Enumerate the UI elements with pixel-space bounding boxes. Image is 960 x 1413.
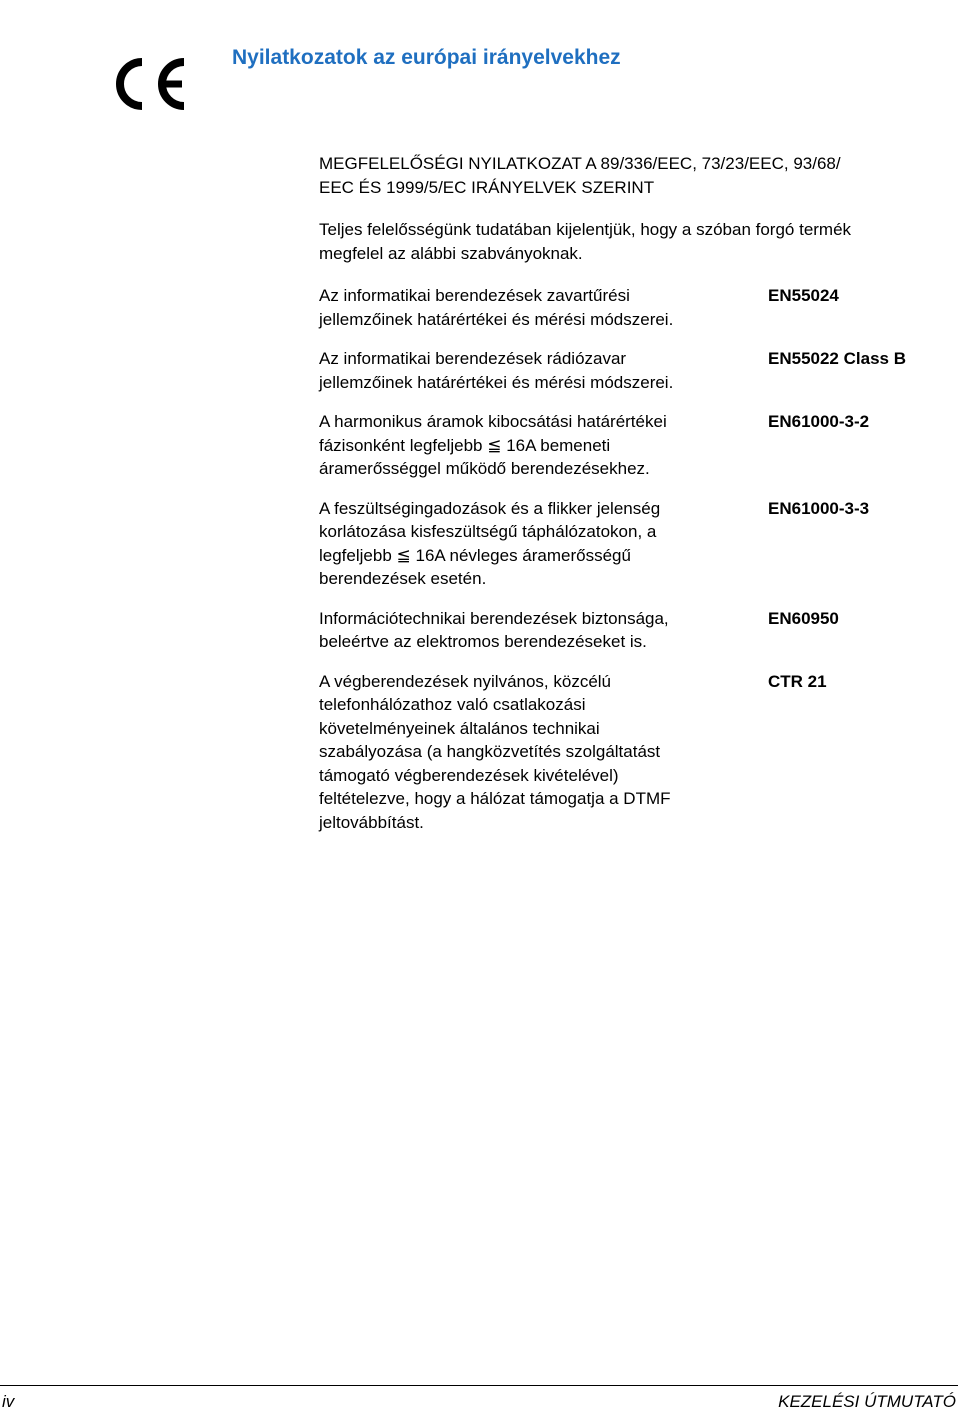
description-line: Információtechnikai berendezések biztonsága, [319, 608, 669, 628]
standard-code: EN55022 Class B [768, 349, 906, 368]
declaration-heading-line: MEGFELELŐSÉGI NYILATKOZAT A 89/336/EEC, 73/23/EEC, 93/68/ [319, 154, 841, 173]
footer-page-number: iv [2, 1392, 15, 1411]
description-line: Az informatikai berendezések rádiózavar [319, 349, 627, 368]
description-line: áramerősséggel működő berendezésekhez. [319, 459, 650, 478]
description-line: jellemzőinek határértékei és mérési módszerei. [319, 372, 674, 392]
declaration-heading-line: EEC ÉS 1999/5/EC IRÁNYELVEK SZERINT [319, 177, 655, 197]
description-line: A harmonikus áramok kibocsátási határértékei [319, 412, 667, 431]
footer-document-title: KEZELÉSI ÚTMUTATÓ [778, 1392, 956, 1411]
description-line: telefonhálózathoz való csatlakozási [319, 695, 586, 714]
description-line: feltételezve, hogy a hálózat támogatja a DTMF [319, 789, 671, 808]
description-line: beleértve az elektromos berendezéseket is. [319, 632, 647, 651]
description-line: A feszültségingadozások és a flikker jelenség [319, 498, 661, 518]
description-line: Az informatikai berendezések zavartűrési [319, 286, 630, 305]
description-line: berendezések esetén. [319, 569, 487, 588]
footer-divider [0, 1385, 958, 1386]
standard-description [319, 670, 739, 835]
description-line: szabályozása (a hangközvetítés szolgáltatást [319, 742, 661, 761]
standard-code: EN61000-3-3 [768, 498, 870, 518]
description-line: támogató végberendezések kivételével) [319, 765, 619, 785]
standard-description [319, 410, 739, 481]
less-or-equal-symbol: ≦ [487, 435, 502, 455]
standard-code: EN60950 [768, 608, 839, 628]
standard-description [319, 607, 739, 654]
intro-line: Teljes felelősségünk tudatában kijelentjük, hogy a szóban forgó termék [319, 220, 852, 239]
intro-line: megfelel az alábbi szabványoknak. [319, 243, 583, 263]
description-line: jeltovábbítást. [319, 812, 424, 832]
declaration-content [319, 152, 944, 850]
standard-row [319, 607, 944, 654]
less-or-equal-symbol: ≦ [396, 545, 411, 565]
page-title: Nyilatkozatok az európai irányelvekhez [232, 46, 621, 69]
declaration-intro [319, 218, 944, 265]
standard-code: CTR 21 [768, 671, 827, 691]
description-line: korlátozása kisfeszültségű táphálózatokon, a [319, 522, 657, 541]
standard-row [319, 410, 944, 481]
standard-description [319, 347, 739, 394]
description-line: A végberendezések nyilvános, közcélú [319, 671, 612, 691]
standard-row [319, 284, 944, 331]
description-line: legfeljebb [319, 545, 397, 565]
standard-description [319, 284, 739, 331]
standard-description [319, 497, 739, 591]
standard-row [319, 347, 944, 394]
ce-mark-icon [110, 56, 190, 112]
description-line: követelményeinek általános technikai [319, 718, 600, 738]
description-line: jellemzőinek határértékei és mérési módszerei. [319, 309, 674, 329]
standard-row [319, 497, 944, 591]
description-line: 16A névleges áramerősségű [410, 545, 631, 565]
page-footer [0, 1385, 960, 1413]
description-line: 16A bemeneti [501, 435, 611, 455]
standard-row [319, 670, 944, 835]
declaration-heading [319, 152, 944, 199]
description-line: fázisonként legfeljebb [319, 435, 488, 455]
standard-code: EN61000-3-2 [768, 412, 870, 431]
standard-code: EN55024 [768, 286, 839, 305]
